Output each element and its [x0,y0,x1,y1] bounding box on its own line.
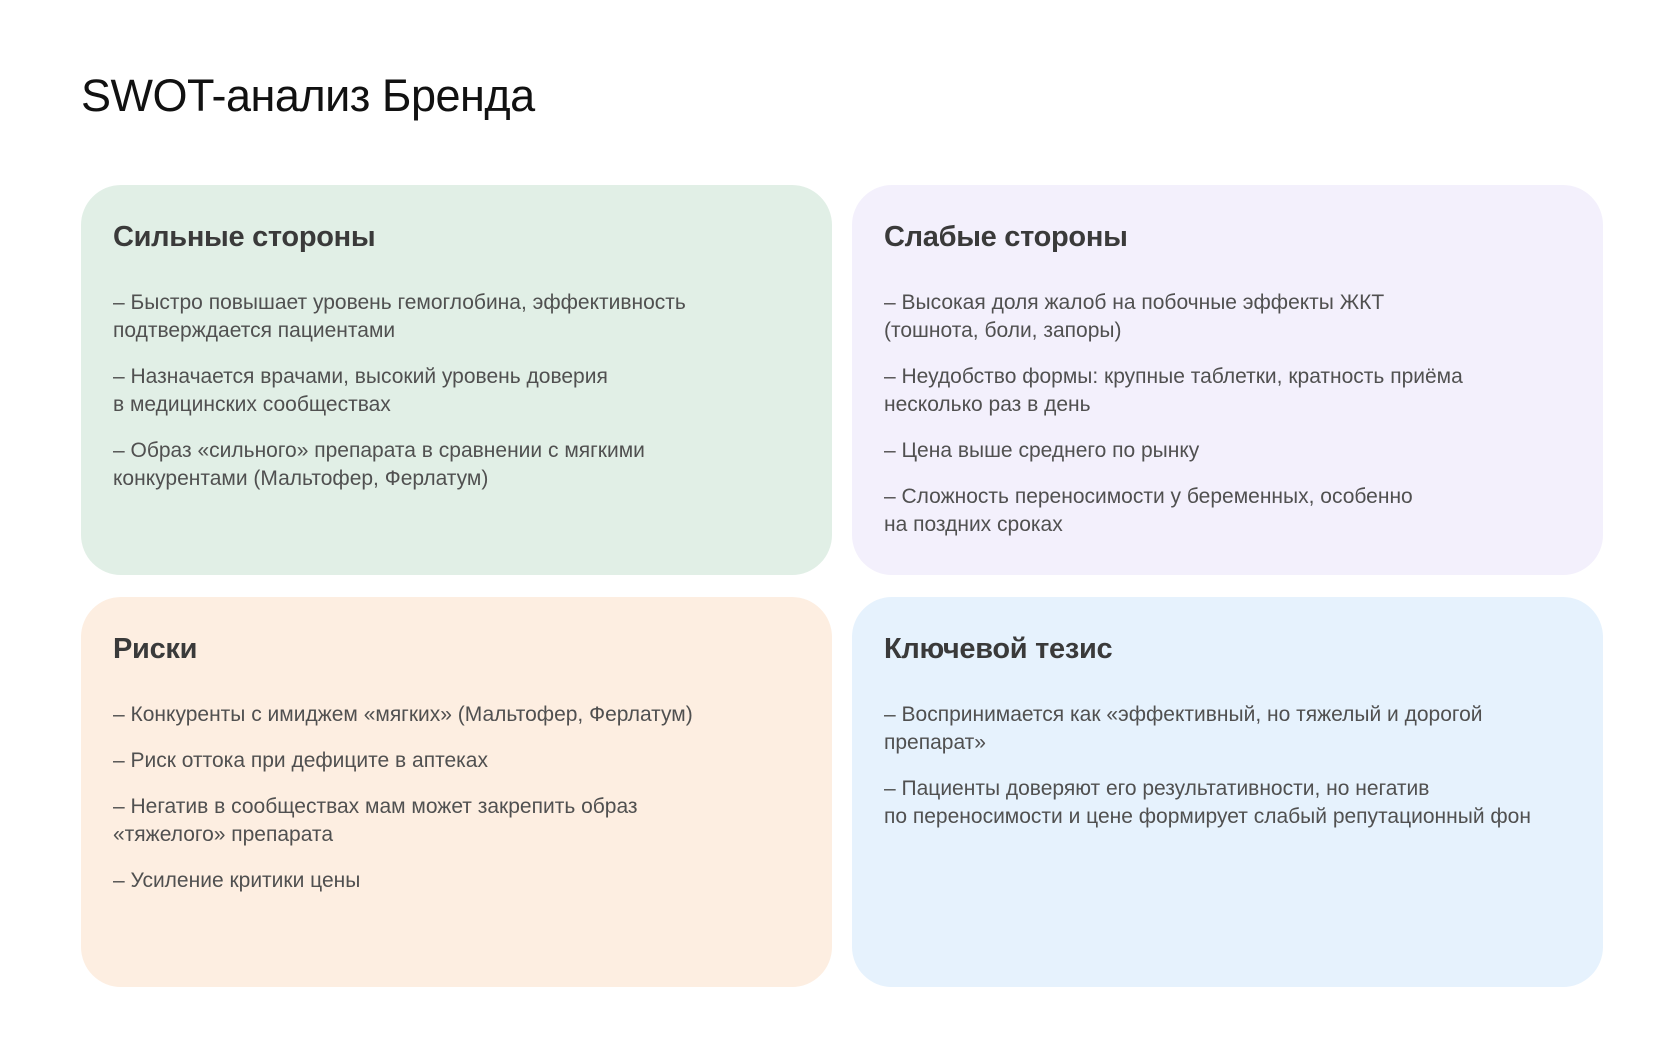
weaknesses-list [884,289,1571,539]
risks-item: – Негатив в сообществах мам может закрепить образ «тяжелого» препарата [113,795,638,847]
strengths-item: – Образ «сильного» препарата в сравнении с мягкими конкурентами (Мальтофер, Ферлатум) [113,439,645,491]
key-thesis-title: Ключевой тезис [884,633,1113,665]
page-title: SWOT-анализ Бренда [81,70,535,121]
weaknesses-item: – Цена выше среднего по рынку [884,439,1200,463]
weaknesses-item: – Высокая доля жалоб на побочные эффекты ЖКТ (тошнота, боли, запоры) [884,291,1385,343]
strengths-card [81,185,832,575]
weaknesses-item: – Неудобство формы: крупные таблетки, кратность приёма несколько раз в день [884,365,1463,417]
risks-card [81,597,832,987]
weaknesses-item: – Сложность переносимости у беременных, особенно на поздних сроках [884,485,1413,537]
risks-list [113,701,800,895]
weaknesses-title: Слабые стороны [884,221,1128,253]
strengths-item: – Назначается врачами, высокий уровень доверия в медицинских сообществах [113,365,608,417]
risks-item: – Усиление критики цены [113,869,361,893]
key-thesis-list [884,701,1571,831]
strengths-list [113,289,800,493]
risks-item: – Риск оттока при дефиците в аптеках [113,749,488,773]
risks-item: – Конкуренты с имиджем «мягких» (Мальтофер, Ферлатум) [113,703,693,727]
strengths-item: – Быстро повышает уровень гемоглобина, эффективность подтверждается пациентами [113,291,686,343]
key-thesis-item: – Пациенты доверяют его результативности, но негатив по переносимости и цене формирует слабый репутационный фон [884,777,1531,829]
key-thesis-card [852,597,1603,987]
strengths-title: Сильные стороны [113,221,376,253]
weaknesses-card [852,185,1603,575]
key-thesis-item: – Воспринимается как «эффективный, но тяжелый и дорогой препарат» [884,703,1483,755]
risks-title: Риски [113,633,198,665]
